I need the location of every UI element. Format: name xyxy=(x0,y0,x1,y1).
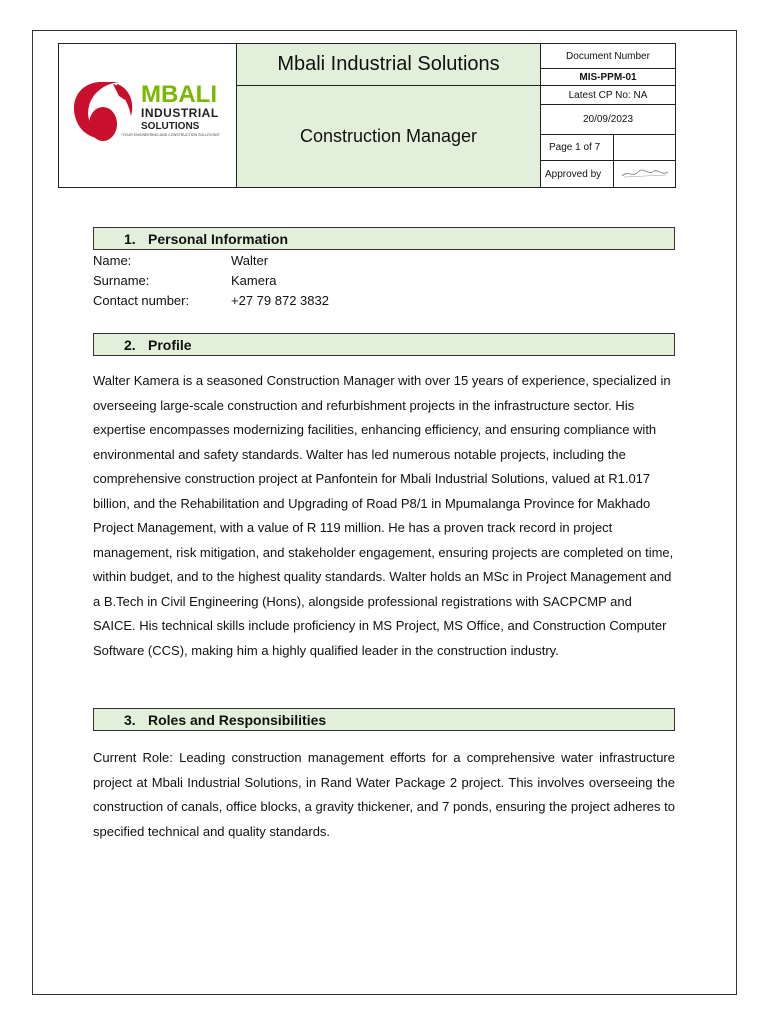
latest-cp: Latest CP No: NA xyxy=(568,89,648,101)
section-heading-roles xyxy=(93,708,675,731)
logo-tagline: "YOUR ENGINEERING AND CONSTRUCTION SOLUTIONS" xyxy=(121,133,221,137)
section-title: Roles and Responsibilities xyxy=(148,711,327,728)
section-number: 2. xyxy=(124,336,136,353)
signature-graphic xyxy=(614,160,676,187)
document-header xyxy=(58,43,676,188)
approved-by-label: Approved by xyxy=(541,160,675,187)
logo-word-1: MBALI xyxy=(141,81,217,108)
roles-paragraph: Current Role: Leading construction management efforts for a comprehensive water infrastructure project at Mbali Industrial Solutions, in Rand Water Package 2 project. This involves overseeing the construction of canals, office blocks, a gravity thickener, and 7 ponds, ensuring the project adheres to specified technical and quality standards. xyxy=(93,750,675,839)
info-value: Walter xyxy=(231,253,269,268)
company-logo xyxy=(59,44,237,187)
section-heading-personal xyxy=(93,227,675,250)
info-label: Surname: xyxy=(93,273,150,288)
logo-word-3: SOLUTIONS xyxy=(141,121,200,132)
info-label: Name: xyxy=(93,253,132,268)
section-number: 3. xyxy=(124,711,136,728)
info-label: Contact number: xyxy=(93,293,190,308)
profile-paragraph: Walter Kamera is a seasoned Construction Manager with over 15 years of experience, specialized in overseeing large-scale construction and refurbishment projects in the infrastructure sector. His expertise encompasses modernizing facilities, enhancing efficiency, and ensuring compliance with environmental and safety standards. Walter has led numerous notable projects, including the comprehensive construction project at Panfontein for Mbali Industrial Solutions, valued at R1.017 billion, and the Rehabilitation and Upgrading of Road P8/1 in Mpumalanga Province for Makhado Project Management, with a value of R 119 million. He has a proven track record in project management, risk mitigation, and stakeholder engagement, ensuring projects are completed on time, within budget, and to the highest quality standards. Walter holds an MSc in Project Management and a B.Tech in Civil Engineering (Hons), alongside professional registrations with SACPCMP and SAICE. His technical skills include proficiency in MS Project, MS Office, and Construction Computer Software (CCS), making him a highly qualified leader in the construction industry. xyxy=(93,373,674,658)
info-value: +27 79 872 3832 xyxy=(231,293,329,308)
doc-number-label: Document Number xyxy=(566,50,650,62)
document-title: Construction Manager xyxy=(237,86,541,187)
company-name: Mbali Industrial Solutions xyxy=(237,44,541,86)
info-row-name xyxy=(93,253,268,268)
logo-graphic xyxy=(59,44,237,187)
blank-cell xyxy=(613,134,675,160)
section-title: Personal Information xyxy=(148,230,289,247)
document-meta xyxy=(541,44,675,187)
doc-number: MIS-PPM-01 xyxy=(541,68,675,86)
info-row-contact xyxy=(93,293,329,308)
page-number: Page 1 of 7 xyxy=(541,134,675,160)
doc-date: 20/09/2023 xyxy=(541,104,675,134)
info-row-surname xyxy=(93,273,277,288)
logo-word-2: INDUSTRIAL xyxy=(141,106,219,120)
section-number: 1. xyxy=(124,230,136,247)
signature xyxy=(613,160,675,187)
section-heading-profile xyxy=(93,333,675,356)
section-title: Profile xyxy=(148,336,192,353)
info-value: Kamera xyxy=(231,273,277,288)
